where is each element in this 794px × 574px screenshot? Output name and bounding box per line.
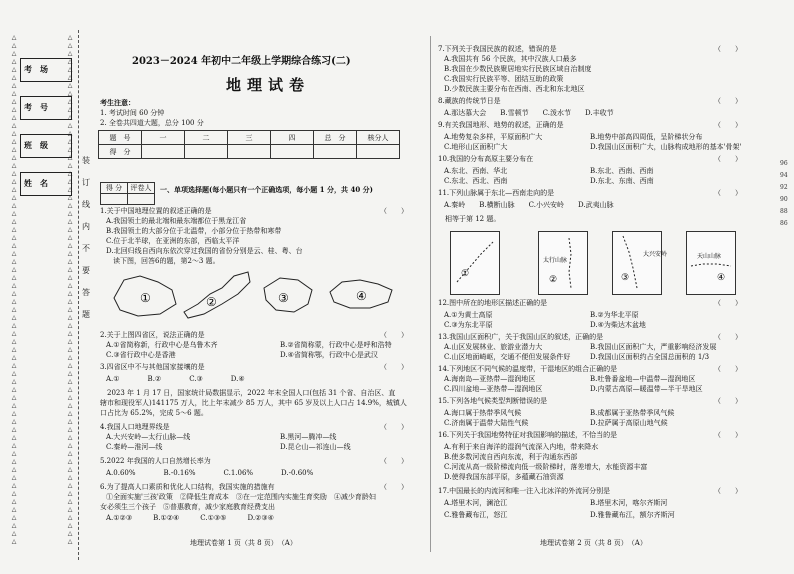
option-text: A.秦岭 B.横断山脉 C.小兴安岭 D.武夷山脉 (444, 201, 614, 209)
page-divider (430, 36, 431, 552)
option-text: D.使得我国东部平原，多蕴藏石油资源 (444, 473, 564, 481)
question-text: 17.中国最长的内流河和唯一注入北冰洋的外流河分别是 (438, 487, 611, 495)
option-text: C.秦岭—淮河—线 (106, 443, 163, 451)
option-text: A.①为黄土高原 (444, 311, 493, 319)
svg-text:④: ④ (356, 289, 367, 303)
option-text: A.0.60% B.-0.16% C.1.06% D.-0.60% (106, 469, 314, 477)
question-text: 1.关于中国地理位置的叙述正确的是 (100, 207, 212, 215)
option-text: C.山区地面崎岖，交通不便但发展条件好 (444, 353, 571, 361)
option-text: ①全面实施'三孩'政策 ②降低生育成本 ③在一定范围内实施生育奖励 ④减少育龄妇 (106, 493, 376, 501)
option-text: D.拉萨属于高原山地气候 (590, 419, 668, 427)
answer-blank[interactable]: （ ） (714, 487, 742, 495)
margin-number: 94 (780, 172, 788, 179)
option-text: 女必须生三个孩子 ⑤普惠教育，减少家庭教育经费支出 (100, 503, 275, 511)
option-text: C.③为东北平原 (444, 321, 493, 329)
option-text: C.四川盆地—亚热带—湿润地区 (444, 385, 543, 393)
grader-table: 得 分 评卷人 (100, 182, 155, 205)
exam-room-label: 考 场 (24, 64, 48, 74)
province-map-3 (254, 268, 326, 322)
question-text: 6.为了提高人口素质和优化人口结构，我国实施的措施有 (100, 483, 275, 491)
province-map-1 (110, 268, 182, 322)
svg-text:①: ① (461, 269, 470, 279)
answer-blank[interactable]: （ ） (380, 423, 408, 431)
triangle-pattern: △ △ △ △ △ △ △ △ △ △ △ △ △ △ △ △ △ △ △ △ △ △ △ △ △ △ △ △ △ △ △ △ △ △ △ △ △ △ △ △ △ △ △ △ △ △ △ △ △ △ △ △ △ △ △ △ △ △ △ △ △ △ △ △ (67, 34, 73, 545)
option-text: A.①省简称新，行政中心是乌鲁木齐 (106, 341, 218, 349)
option-text: A.山区发展林业、旅游业潜力大 (444, 343, 543, 351)
answer-blank[interactable]: （ ） (714, 121, 742, 129)
option-text: D.内蒙古高原—暖温带—半干旱地区 (590, 385, 703, 393)
question-text: 7.下列关于我国民族的叙述，错误的是 (438, 45, 557, 53)
option-text: A.大兴安岭—太行山脉—线 (106, 433, 191, 441)
svg-text:②: ② (206, 295, 217, 309)
answer-blank[interactable]: （ ） (714, 45, 742, 53)
question-text: 15.下列各地气候类型判断错误的是 (438, 397, 548, 405)
answer-blank[interactable]: （ ） (714, 333, 742, 341)
passage-text: 口占比为 65.2%，完成 5～6 题。 (100, 409, 208, 417)
option-text: B.地势中部高四周低，呈阶梯状分布 (590, 133, 703, 141)
question-text: 3.四省区中不与其他国家接壤的是 (100, 363, 205, 371)
binding-line (78, 30, 79, 560)
option-text: A.塔里木河，澜沧江 (444, 499, 508, 507)
option-text: D.昆仑山—祁连山—线 (280, 443, 351, 451)
option-text: B.使多数河流自西向东流，利于沟通东西部 (444, 453, 578, 461)
option-text: A.有利于来自海洋的湿润气流深入内地，带来降水 (444, 443, 599, 451)
option-text: D.我国山区面积约占全国总面积的 1/3 (590, 353, 710, 361)
question-text: 13.我国山区面积广，关于我国山区的叙述，正确的是 (438, 333, 604, 341)
page-footer: 地理试卷第 2 页（共 8 页） （A） (540, 539, 647, 547)
option-text: B.黑河—腾冲—线 (280, 433, 337, 441)
margin-number: 86 (780, 220, 788, 227)
svg-text:太行山脉: 太行山脉 (543, 257, 568, 264)
question-text: 5.2022 年我国的人口自然增长率为 (100, 457, 211, 465)
option-text: B.②为华北平原 (590, 311, 639, 319)
answer-blank[interactable]: （ ） (714, 155, 742, 163)
question-text: 16.下列关于我国地势特征对我国影响的描述，不恰当的是 (438, 431, 618, 439)
option-text: A.①②③ B.①②④ C.①③⑤ D.②③④ (106, 514, 274, 522)
province-map-2 (182, 268, 254, 322)
answer-blank[interactable]: （ ） (380, 207, 408, 215)
option-text: A.东北、西南、华北 (444, 167, 508, 175)
option-text: B.②省简称蒙，行政中心是呼和浩特 (280, 341, 392, 349)
option-text: B.塔里木河，喀尔齐斯河 (590, 499, 668, 507)
answer-blank[interactable]: （ ） (714, 189, 742, 197)
answer-blank[interactable]: （ ） (380, 363, 408, 371)
option-text: D.我国山区面积广大，山脉构成地形的基本'骨架' (590, 143, 742, 151)
answer-blank[interactable]: （ ） (714, 299, 742, 307)
option-text: B.吐鲁番盆地—中温带—湿润地区 (590, 375, 696, 383)
answer-blank[interactable]: （ ） (714, 397, 742, 405)
passage-text: 2023 年 1 月 17 日，国家统计局数据显示，2022 年末全国人口(包括 31 个省、自治区、直 (100, 389, 396, 397)
option-text: B.东北、西南、西南 (590, 167, 654, 175)
margin-number: 92 (780, 184, 788, 191)
instruction-text: 相等于第 12 题。 (438, 215, 501, 223)
question-text: 8.藏族的传统节日是 (438, 97, 501, 105)
question-text: 4.我国人口地理界线是 (100, 423, 170, 431)
svg-text:③: ③ (278, 291, 289, 305)
option-text: A.海口属于热带季风气候 (444, 409, 522, 417)
question-text: 2.关于上图四省区，说法正确的是 (100, 331, 205, 339)
svg-text:天山山脉: 天山山脉 (697, 253, 722, 260)
answer-blank[interactable]: （ ） (714, 365, 742, 373)
exam-title: 2023－2024 年初中二年级上学期综合练习(二) (132, 56, 351, 67)
class-label: 班 级 (24, 140, 48, 150)
question-text: 11.下列山脉属于东北—西南走向的是 (438, 189, 555, 197)
option-text: B.我国山区面积广大，严重影响经济发展 (590, 343, 717, 351)
answer-blank[interactable]: （ ） (380, 483, 408, 491)
exam-number-label: 考 号 (24, 102, 48, 112)
terrain-figure-3 (612, 231, 668, 295)
option-text: A.我国领土的最北端和最东端都位于黑龙江省 (106, 217, 247, 225)
terrain-figure-4 (686, 231, 736, 295)
option-text: A.那达慕大会 B.雪顿节 C.泼水节 D.丰收节 (444, 109, 614, 117)
option-text: D.东北、东南、西南 (590, 177, 654, 185)
option-text: A.我国共有 56 个民族，其中汉族人口最多 (444, 55, 577, 63)
terrain-figure-1 (450, 231, 500, 295)
triangle-pattern: △ △ △ △ △ △ △ △ △ △ △ △ △ △ △ △ △ △ △ △ △ △ △ △ △ △ △ △ △ △ △ △ △ △ △ △ △ △ △ △ △ △ △ △ △ △ △ △ △ △ △ △ △ △ △ △ △ △ △ △ △ △ △ △ (11, 34, 17, 545)
binding-warning: 装 订 线 内 不 要 答 题 (82, 156, 90, 319)
option-text: C.位于北半球，在亚洲的东部，西临太平洋 (106, 237, 240, 245)
option-text: D.北回归线自西向东依次穿过我国的省份分别是云、桂、粤、台 (106, 247, 303, 255)
question-text: 12.图中所在的地形区描述正确的是 (438, 299, 548, 307)
option-text: C.东北、西北、西南 (444, 177, 508, 185)
svg-text:①: ① (140, 291, 151, 305)
instruction-text: 读下图，回答6的题，第2～3 题。 (106, 257, 220, 265)
answer-blank[interactable]: （ ） (380, 331, 408, 339)
exam-subtitle: 地理试卷 (226, 76, 311, 94)
option-text: B.我国在少数民族聚居地实行民族区域自治制度 (444, 65, 592, 73)
option-text: A.地势复杂多样，平原面积广大 (444, 133, 543, 141)
option-text: B.成都属于亚热带季风气候 (590, 409, 675, 417)
section-heading: 一、单项选择题(每小题只有一个正确选项，每小题 1 分，共 40 分) (160, 185, 373, 194)
option-text: A.① B.② C.③ D.④ (106, 375, 245, 383)
margin-number: 96 (780, 160, 788, 167)
name-label: 姓 名 (24, 178, 48, 188)
option-text: A.海南岛—亚热带—湿润地区 (444, 375, 536, 383)
margin-number: 90 (780, 196, 788, 203)
note-item: 1. 考试时间 60 分钟 (100, 109, 165, 117)
svg-text:大兴安岭: 大兴安岭 (643, 251, 668, 258)
answer-blank[interactable]: （ ） (380, 457, 408, 465)
answer-blank[interactable]: （ ） (714, 97, 742, 105)
svg-text:②: ② (549, 275, 558, 285)
svg-text:③: ③ (621, 273, 630, 283)
terrain-figure-2 (538, 231, 588, 295)
option-text: C.我国实行民族平等、团结互助的政策 (444, 75, 564, 83)
passage-text: 辖市和现役军人)141175 万人，比上年末减少 85 万人，其中 65 岁及以上人口占 14.9%，城镇人 (100, 399, 407, 407)
question-text: 10.我国的分布高原主要分布在 (438, 155, 534, 163)
option-text: C.地形山区面积广大 (444, 143, 508, 151)
option-text: D.④为柴达木盆地 (590, 321, 646, 329)
page-footer: 地理试卷第 1 页（共 8 页） （A） (190, 539, 297, 547)
option-text: C.雅鲁藏布江，怒江 (444, 511, 508, 519)
option-text: C.河流从高一级阶梯流向低一级阶梯时，落差增大，水能资源丰富 (444, 463, 648, 471)
notes-heading: 考生注意： (100, 98, 135, 107)
svg-text:④: ④ (717, 273, 726, 283)
note-item: 2. 全卷共四道大题，总分 100 分 (100, 119, 204, 127)
option-text: D.少数民族主要分布在西南、西北和东北地区 (444, 85, 585, 93)
question-text: 9.有关我国地形、地势的叙述，正确的是 (438, 121, 564, 129)
score-table: 题 号 一 二 三 四 总 分 核分人 得 分 (98, 130, 400, 159)
option-text: C.③省行政中心是香港 (106, 351, 176, 359)
option-text: D.④省简称鄂，行政中心是武汉 (280, 351, 378, 359)
margin-number: 88 (780, 208, 788, 215)
option-text: B.我国领土的大部分位于北温带，小部分位于热带和寒带 (106, 227, 282, 235)
province-map-4 (326, 268, 398, 322)
option-text: D.雅鲁藏布江，额尔齐斯河 (590, 511, 675, 519)
answer-blank[interactable]: （ ） (714, 431, 742, 439)
question-text: 14.下列地区不同气候的温度带，干湿地区的组合正确的是 (438, 365, 618, 373)
option-text: C.济南属于温带大陆性气候 (444, 419, 529, 427)
